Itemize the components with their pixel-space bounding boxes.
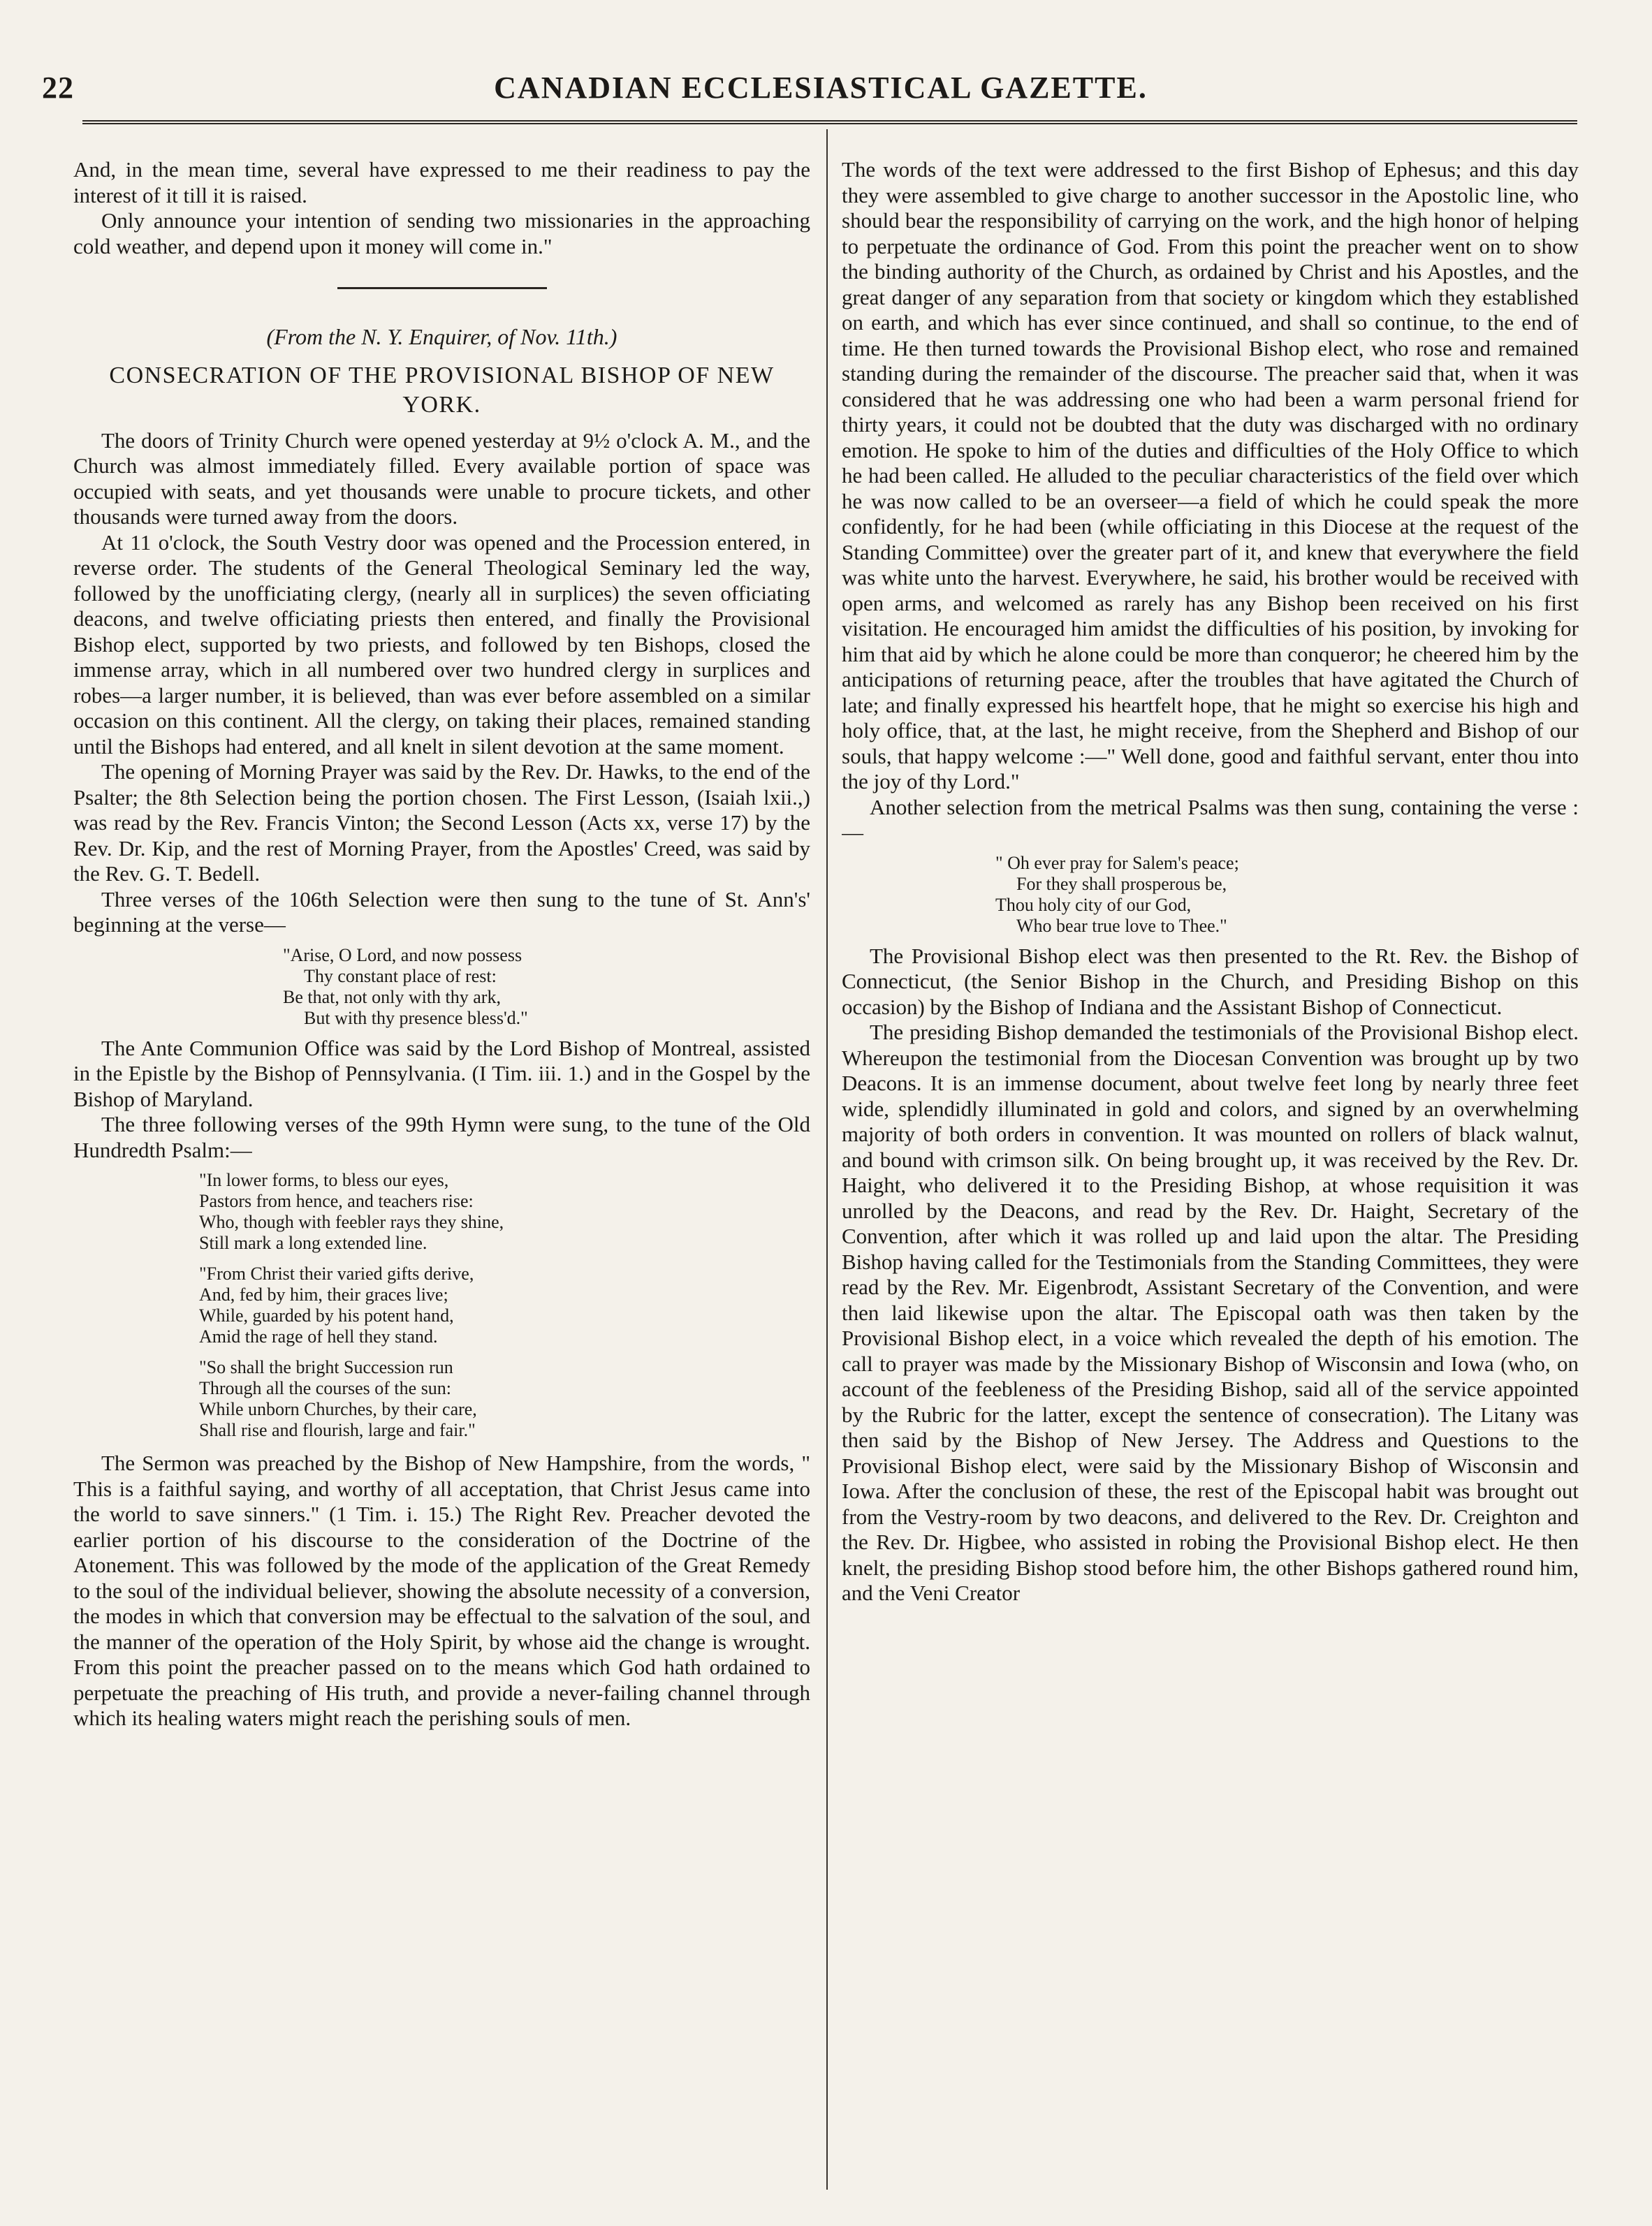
- verse-line: Amid the rage of hell they stand.: [199, 1326, 438, 1347]
- intro-paragraph: And, in the mean time, several have expressed to me their readiness to pay the interest of it till it is raised.: [73, 157, 810, 207]
- verse-line: Shall rise and flourish, large and fair.": [199, 1420, 476, 1440]
- article-paragraph: At 11 o'clock, the South Vestry door was opened and the Procession entered, in reverse order. The students of the General Theological Seminary led the way, followed by the unofficiating clergy, (nearly all in surplices) the seven officiating deacons, and twelve officiating priests then entered, and finally the Provisional Bishop elect, supported by two priests, and followed by ten Bishops, closed the immense array, which in all numbered over two hundred clergy in surplices and robes—a larger number, it is believed, than was ever before assembled on a similar occasion on this continent. All the clergy, on taking their places, remained standing until the Bishops had entered, and all knelt in silent devotion at the same moment.: [73, 529, 810, 759]
- page-number: 22: [42, 71, 74, 105]
- verse-line: Be that, not only with thy ark,: [283, 986, 501, 1007]
- right-column: [842, 157, 1579, 2198]
- verse-line: While, guarded by his potent hand,: [199, 1305, 454, 1326]
- page-header: [42, 70, 1600, 112]
- verse-line: "From Christ their varied gifts derive,: [199, 1264, 474, 1284]
- stanza: [199, 1264, 810, 1347]
- verse-line: But with thy presence bless'd.": [304, 1007, 528, 1028]
- verse-line: "In lower forms, to bless our eyes,: [199, 1170, 449, 1190]
- article-paragraph: The Sermon was preached by the Bishop of New Hampshire, from the words, " This is a faithful saying, and worthy of all acceptation, that Christ Jesus came into the world to save sinners." (1 Tim. i. 15.) The Right Rev. Preacher devoted the earlier portion of his discourse to the consideration of the Doctrine of the Atonement. This was followed by the mode of the application of the Great Remedy to the soul of the individual believer, showing the absolute necessity of a conversion, the modes in which that conversion may be effectual to the salvation of the soul, and the manner of the operation of the Holy Spirit, by whose aid the change is wrought. From this point the preacher passed on to the means which God hath ordained to perpetuate the preaching of His truth, and provide a never-failing channel through which its healing waters might reach the perishing souls of men.: [73, 1451, 810, 1730]
- verse-line: Pastors from hence, and teachers rise:: [199, 1191, 474, 1211]
- article-paragraph: Three verses of the 106th Selection were then sung to the tune of St. Ann's' beginning at the verse—: [73, 886, 810, 937]
- intro-paragraph: Only announce your intention of sending two missionaries in the approaching cold weather, and depend upon it money will come in.": [73, 208, 810, 258]
- article-paragraph: The words of the text were addressed to the first Bishop of Ephesus; and this day they were assembled to give charge to another successor in the Apostolic line, who should bear the responsibility of carrying on the work, and the high honor of helping to perpetuate the ordinance of God. From this point the preacher went on to show the binding authority of the Church, as ordained by Christ and his Apostles, and the great danger of any separation from that society or kingdom which they established on earth, and which has ever since continued, and shall so continue, to the end of time. He then turned towards the Provisional Bishop elect, who rose and remained standing during the remainder of the discourse. The preacher said that, when it was considered that he was addressing one who had been a warm personal friend for thirty years, it could not be doubted that the duty was discharged with no ordinary emotion. He spoke to him of the duties and difficulties of the Holy Office to which he had been called. He alluded to the peculiar characteristics of the field over which he was now called to be an overseer—a field of which he could speak the more confidently, for he had been (while officiating in this Diocese at the request of the Standing Committee) over the greater part of it, and knew that everywhere the field was white unto the harvest. Everywhere, he said, his brother would be received with open arms, and welcomed as rarely has any Bishop been received on his first visitation. He encouraged him amidst the difficulties of his position, by invoking for him that aid by which he alone could be more than conqueror; he cheered him by the anticipations of returning peace, after the troubles that have agitated the Church of late; and finally expressed his heartfelt hope, that he might so exercise his high and holy office, that, at the last, he might receive, from the Shepherd and Bishop of our souls, that happy welcome :—" Well done, good and faithful servant, enter thou into the joy of thy Lord.": [842, 157, 1579, 793]
- section-rule: [337, 287, 547, 289]
- header-rule: [82, 120, 1577, 124]
- verse-line: "So shall the bright Succession run: [199, 1357, 453, 1377]
- verse-line: Thy constant place of rest:: [304, 965, 497, 986]
- verse-line: Who, though with feebler rays they shine,: [199, 1212, 504, 1232]
- verse-line: Who bear true love to Thee.": [1016, 915, 1227, 936]
- psalm-verse: [995, 853, 1579, 937]
- verse-line: For they shall prosperous be,: [1016, 873, 1227, 894]
- verse-line: Thou holy city of our God,: [995, 894, 1192, 915]
- article-paragraph: Another selection from the metrical Psalms was then sung, containing the verse :—: [842, 794, 1579, 844]
- stanza: [199, 1357, 810, 1441]
- verse-line: And, fed by him, their graces live;: [199, 1284, 448, 1305]
- left-column: [73, 157, 810, 2198]
- column-divider: [826, 129, 828, 2190]
- verse-line: " Oh ever pray for Salem's peace;: [995, 852, 1239, 873]
- article-paragraph: The three following verses of the 99th Hymn were sung, to the tune of the Old Hundredth Psalm:—: [73, 1112, 810, 1162]
- article-paragraph: The Ante Communion Office was said by the Lord Bishop of Montreal, assisted in the Epistle by the Bishop of Pennsylvania. (I Tim. iii. 1.) and in the Gospel by the Bishop of Maryland.: [73, 1035, 810, 1111]
- article-paragraph: The opening of Morning Prayer was said by the Rev. Dr. Hawks, to the end of the Psalter; the 8th Selection being the portion chosen. The First Lesson, (Isaiah lxii.,) was read by the Rev. Francis Vinton; the Second Lesson (Acts xx, verse 17) by the Rev. Dr. Kip, and the rest of Morning Prayer, from the Apostles' Creed, was said by the Rev. G. T. Bedell.: [73, 759, 810, 886]
- verse-line: Still mark a long extended line.: [199, 1233, 427, 1253]
- page-title: CANADIAN ECCLESIASTICAL GAZETTE.: [494, 71, 1148, 105]
- hymn-verse: [283, 945, 810, 1029]
- verse-line: While unborn Churches, by their care,: [199, 1399, 477, 1419]
- article-paragraph: The doors of Trinity Church were opened yesterday at 9½ o'clock A. M., and the Church was almost immediately filled. Every available portion of space was occupied with seats, and yet thousands were unable to procure tickets, and other thousands were turned away from the doors.: [73, 427, 810, 529]
- verse-line: "Arise, O Lord, and now possess: [283, 944, 522, 965]
- verse-line: Through all the courses of the sun:: [199, 1378, 452, 1398]
- article-source: (From the N. Y. Enquirer, of Nov. 11th.): [266, 324, 617, 349]
- article-paragraph: The presiding Bishop demanded the testimonials of the Provisional Bishop elect. Whereupon the testimonial from the Diocesan Convention was brought up by two Deacons. It is an immense document, about twelve feet long by nearly three feet wide, splendidly illuminated in gold and colors, and signed by an overwhelming majority of both orders in convention. It was mounted on rollers of black walnut, and bound with crimson silk. On being brought up, it was received by the Rev. Dr. Haight, who delivered it to the Presiding Bishop, at whose requisition it was unrolled by the Deacons, and read by the Rev. Dr. Haight, Secretary of the Convention, after which it was rolled up and laid upon the altar. The Presiding Bishop having called for the Testimonials from the Standing Committees, they were read by the Rev. Mr. Eigenbrodt, Assistant Secretary of the Convention, and were then laid likewise upon the altar. The Episcopal oath was then taken by the Provisional Bishop elect, in a voice which revealed the depth of his emotion. The call to prayer was made by the Missionary Bishop of Wisconsin and Iowa (who, on account of the feebleness of the Presiding Bishop, said all of the service appointed by the Rubric for the latter, except the sentence of consecration). The Litany was then said by the Bishop of New Jersey. The Address and Questions to the Provisional Bishop elect, were said by the Missionary Bishop of Wisconsin and Iowa. After the conclusion of these, the rest of the Episcopal habit was brought out from the Vestry-room by two deacons, and delivered to the Rev. Dr. Creighton and the Rev. Dr. Higbee, who assisted in robing the Provisional Bishop elect. He then knelt, the presiding Bishop stood before him, the other Bishops gathered round him, and the Veni Creator: [842, 1020, 1579, 1605]
- article-paragraph: The Provisional Bishop elect was then presented to the Rt. Rev. the Bishop of Connecticut, (the Senior Bishop in the Church, and Presiding Bishop on this occasion) by the Bishop of Indiana and the Assistant Bishop of Connecticut.: [842, 943, 1579, 1019]
- article-headline: CONSECRATION OF THE PROVISIONAL BISHOP OF NEW YORK.: [109, 362, 775, 418]
- stanza: [199, 1170, 810, 1254]
- hymn-verses: [199, 1170, 810, 1441]
